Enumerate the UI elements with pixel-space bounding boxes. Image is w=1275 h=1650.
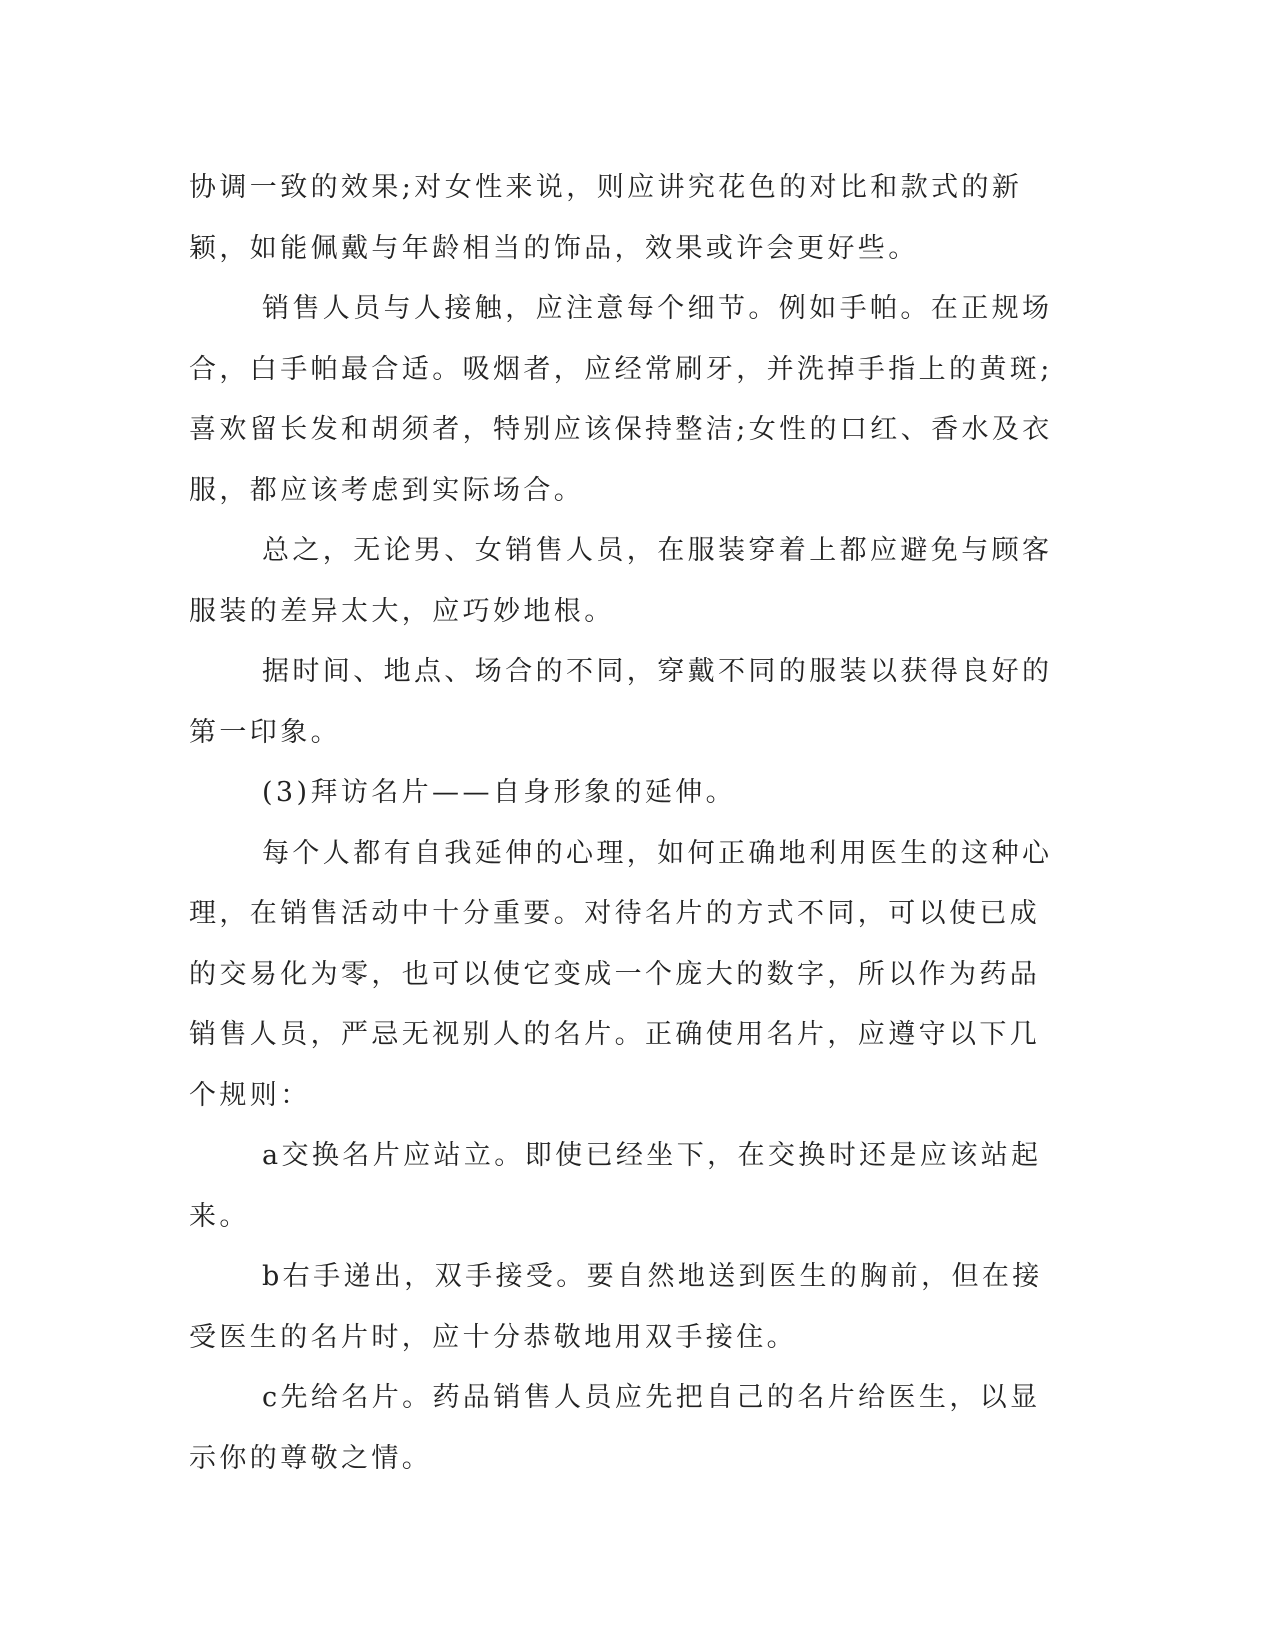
rule-a: a交换名片应站立。即使已经坐下，在交换时还是应该站起来。 [189, 1140, 1042, 1232]
paragraph-3: 总之，无论男、女销售人员，在服装穿着上都应避免与顾客服装的差异太大，应巧妙地根。 [189, 535, 1053, 627]
paragraph-6: 每个人都有自我延伸的心理，如何正确地利用医生的这种心理，在销售活动中十分重要。对待名片的方式不同，可以使已成的交易化为零，也可以使它变成一个庞大的数字，所以作为药品销售人员，严忌无视别人的名片。正确使用名片，应遵守以下几个规则： [189, 837, 1053, 1111]
document-body [189, 158, 1069, 1489]
section-heading: (3)拜访名片——自身形象的延伸。 [262, 777, 737, 808]
paragraph-2: 销售人员与人接触，应注意每个细节。例如手帕。在正规场合，白手帕最合适。吸烟者，应经常刷牙，并洗掉手指上的黄斑;喜欢留长发和胡须者，特别应该保持整洁;女性的口红、香水及衣服，都应该考虑到实际场合。 [189, 293, 1053, 506]
paragraph-1: 协调一致的效果;对女性来说，则应讲究花色的对比和款式的新颖，如能佩戴与年龄相当的饰品，效果或许会更好些。 [189, 172, 1023, 264]
paragraph-4: 据时间、地点、场合的不同，穿戴不同的服装以获得良好的第一印象。 [189, 656, 1053, 748]
rule-c: c先给名片。药品销售人员应先把自己的名片给医生，以显示你的尊敬之情。 [189, 1382, 1041, 1474]
rule-b: b右手递出，双手接受。要自然地送到医生的胸前，但在接受医生的名片时，应十分恭敬地用双手接住。 [189, 1261, 1043, 1353]
